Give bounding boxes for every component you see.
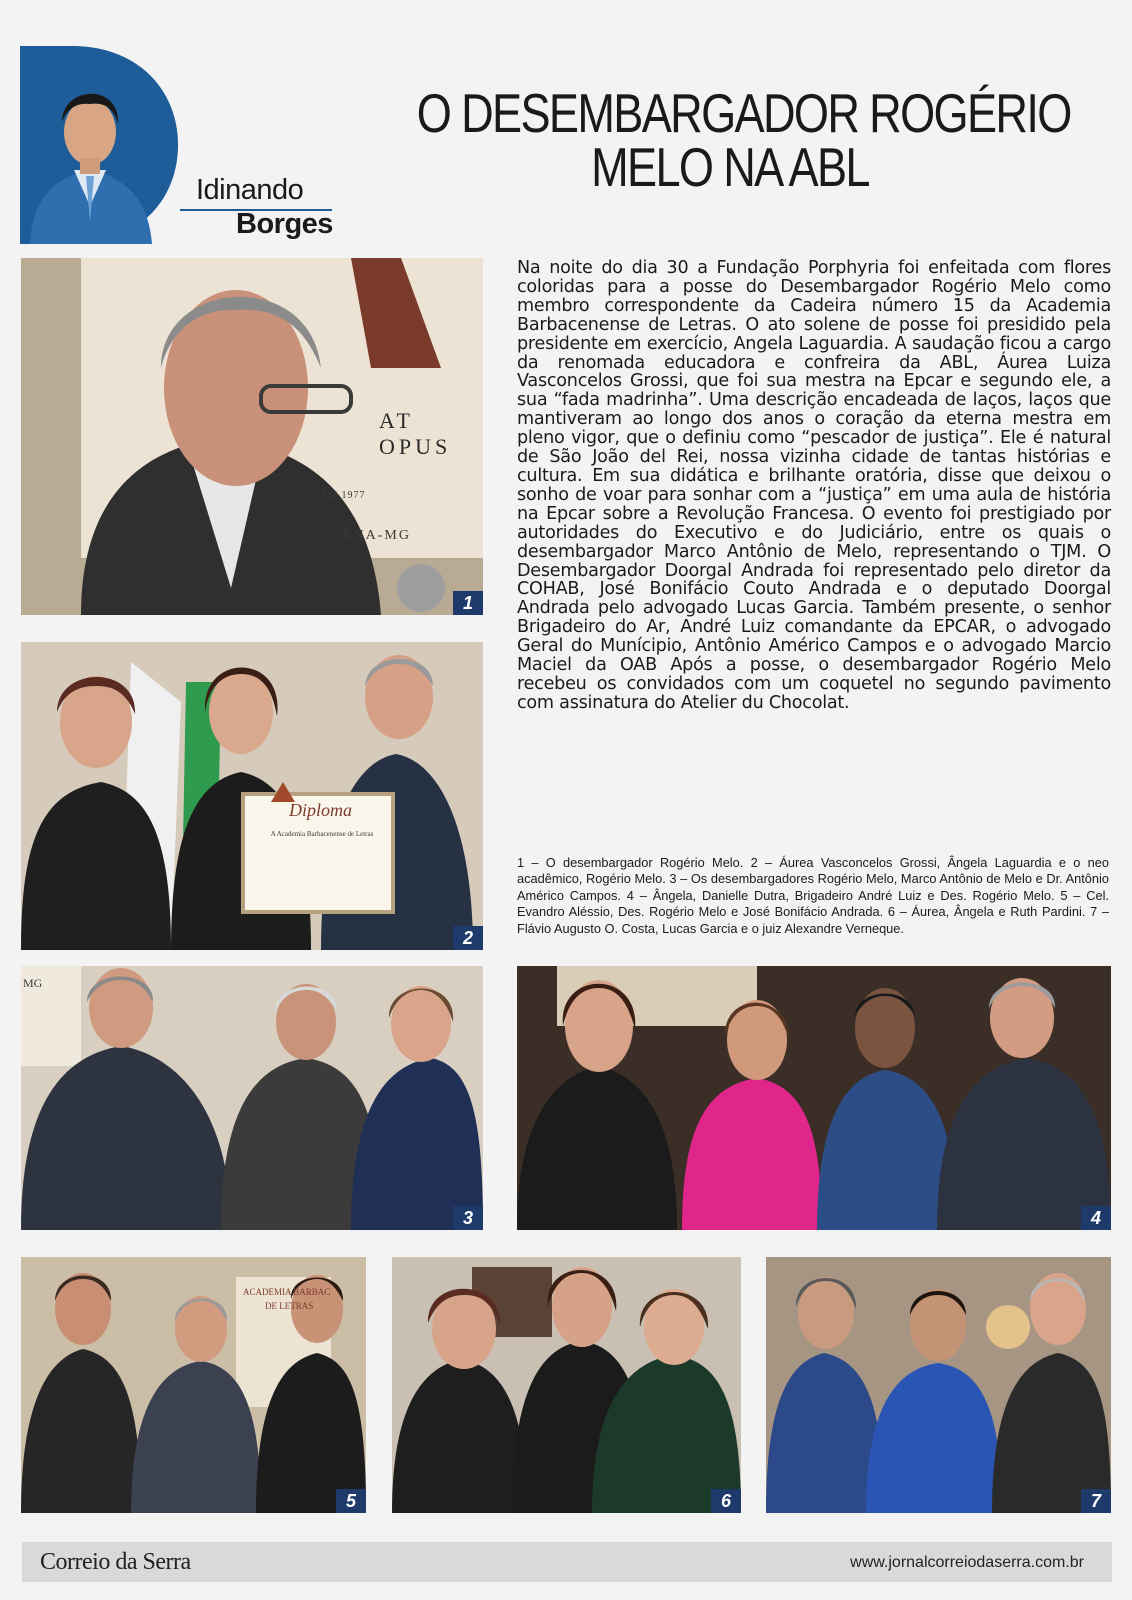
headline-line-1: O DESEMBARGADOR ROGÉRIO xyxy=(416,82,1071,144)
photo-5-banner-line-1: ACADEMIA BARBAC xyxy=(243,1287,331,1297)
photo-3-sign-text: MG xyxy=(23,976,43,990)
photo-2-diploma-title: Diploma xyxy=(289,800,352,820)
photo-4 xyxy=(517,966,1111,1230)
photo-1 xyxy=(21,258,483,615)
photo-1-sign-city: ENA-MG xyxy=(343,528,411,543)
photo-6 xyxy=(392,1257,741,1513)
columnist-logo xyxy=(20,46,178,244)
photo-1-sign-small: EM 1977 xyxy=(321,490,366,501)
photo-2-diploma-line: A Academia Barbacenense de Letras xyxy=(270,830,374,838)
photo-2-number-badge: 2 xyxy=(453,926,483,950)
photo-7-number-badge: 7 xyxy=(1081,1489,1111,1513)
photo-2 xyxy=(21,642,483,950)
author-last-name: Borges xyxy=(236,208,333,240)
photo-1-sign-text: AT OPUS xyxy=(379,408,452,459)
headline-line-2: MELO NA ABL xyxy=(591,136,869,198)
page-footer xyxy=(22,1542,1112,1582)
article-body: Na noite do dia 30 a Fundação Porphyria foi enfeitada com flores coloridas para a posse do Desembargador Rogério Melo como membro correspondente da Cadeira número 15 da Academia Barbacenense de Letras. O ato solene de posse foi presidido pela presidente em exercício, Angela Laguardia. A saudação ficou a cargo da renomada educadora e confreira da ABL, Áurea Luiza Vasconcelos Grossi, que foi sua mestra na Epcar e segundo ele, a sua “fada madrinha”. Uma descrição encadeada de laços, laços que mantiveram ao longo dos anos o coração da eterna mestra em pleno vigor, que o definiu como “pescador de justiça”. Ele é natural de São João del Rei, nossa vizinha cidade de tantas histórias e cultura. Em sua didática e brilhante oratória, disse que deixou o sonho de voar para sonhar com a “justiça” em uma aula de história na Epcar sobre a Revolução Francesa. O evento foi prestigiado por autoridades do Executivo e do Judiciário, entre os quais o desembargador Marco Antônio de Melo, representando o TJM. O Desembargador Doorgal Andrada foi representado pelo diretor da COHAB, José Bonifácio Couto Andrada e o deputado Doorgal Andrada pelo advogado Lucas Garcia. Também presente, o senhor Brigadeiro do Ar, André Luiz comandante da EPCAR, o advogado Geral do Munícipio, Antônio Américo Campos e o advogado Marcio Maciel da OAB Após a posse, o desembargador Rogério Melo recebeu os convidados com um coquetel no segundo pavimento com assinatura do Atelier du Chocolat. xyxy=(517,258,1111,713)
photo-1-number-badge: 1 xyxy=(453,591,483,615)
author-first-name: Idinando xyxy=(196,174,304,206)
photo-7 xyxy=(766,1257,1111,1513)
newspaper-brand: Correio da Serra xyxy=(40,1549,191,1575)
page-title xyxy=(416,82,1071,198)
photo-3-number-badge: 3 xyxy=(453,1206,483,1230)
photo-5 xyxy=(21,1257,366,1513)
photo-6-number-badge: 6 xyxy=(711,1489,741,1513)
photo-4-number-badge: 4 xyxy=(1081,1206,1111,1230)
website-link[interactable]: www.jornalcorreiodaserra.com.br xyxy=(850,1554,1084,1571)
photo-captions: 1 – O desembargador Rogério Melo. 2 – Áurea Vasconcelos Grossi, Ângela Laguardia e o neo acadêmico, Rogério Melo. 3 – Os desembargadores Rogério Melo, Marco Antônio de Melo e Dr. Antônio Américo Campos. 4 – Ângela, Danielle Dutra, Brigadeiro André Luiz e Des. Rogério Melo. 5 – Cel. Evandro Aléssio, Des. Rogério Melo e José Bonifácio Andrada. 6 – Áurea, Ângela e Ruth Pardini. 7 – Flávio Augusto O. Costa, Lucas Garcia e o juiz Alexandre Verneque. xyxy=(517,855,1109,936)
photo-5-banner-line-2: DE LETRAS xyxy=(265,1301,314,1311)
photo-5-number-badge: 5 xyxy=(336,1489,366,1513)
photo-3 xyxy=(21,966,483,1230)
